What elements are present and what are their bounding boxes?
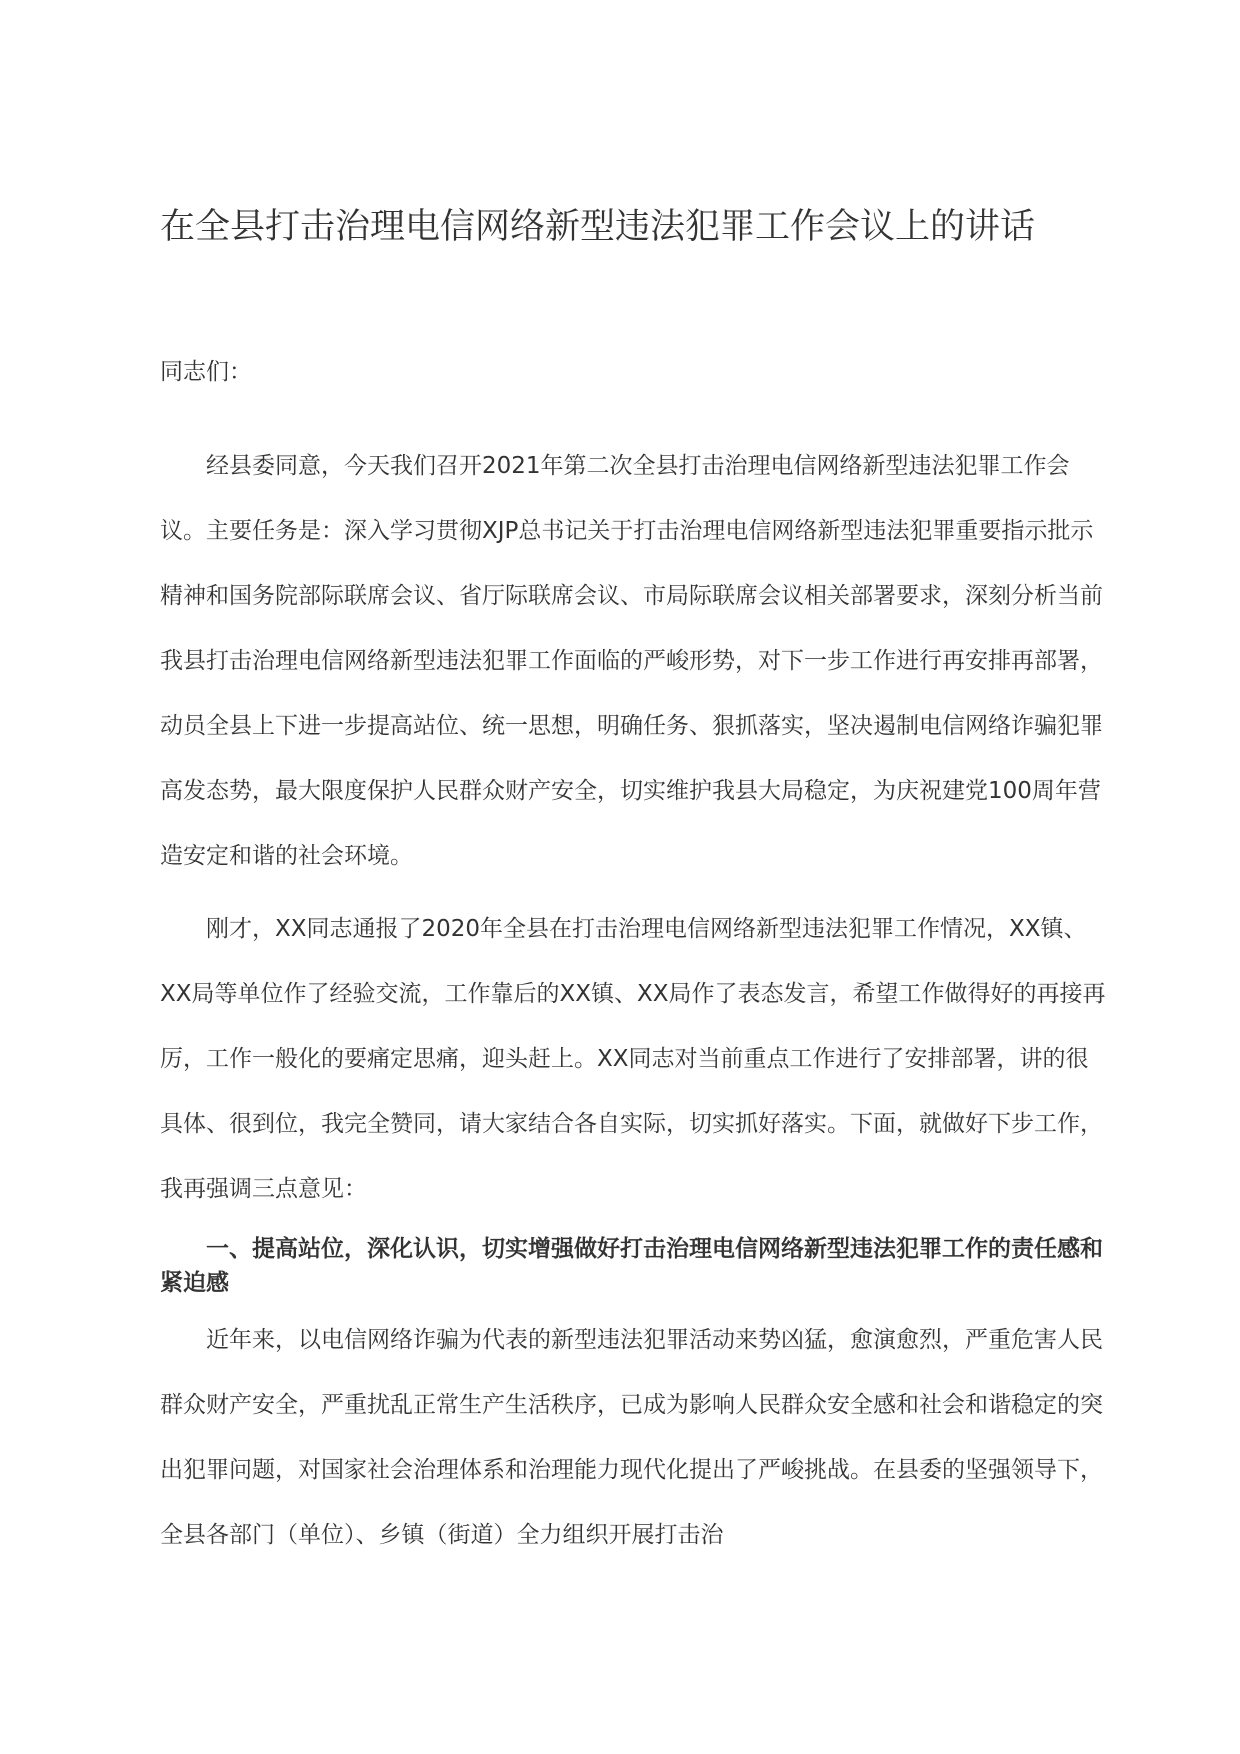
paragraph-review: 刚才，XX同志通报了2020年全县在打击治理电信网络新型违法犯罪工作情况，XX镇、XX局等单位作了经验交流，工作靠后的XX镇、XX局作了表态发言，希望工作做得好的再接再厉，工作一般化的要痛定思痛，迎头赶上。XX同志对当前重点工作进行了安排部署，讲的很具体、很到位，我完全赞同，请大家结合各自实际，切实抓好落实。下面，就做好下步工作，我再强调三点意见：	[160, 916, 1106, 1202]
section-heading-1: 一、提高站位，深化认识，切实增强做好打击治理电信网络新型违法犯罪工作的责任感和紧迫感	[160, 1236, 1103, 1296]
document-title: 在全县打击治理电信网络新型违法犯罪工作会议上的讲话	[160, 207, 1036, 247]
paragraph-section-1: 近年来，以电信网络诈骗为代表的新型违法犯罪活动来势凶猛，愈演愈烈，严重危害人民群众财产安全，严重扰乱正常生产生活秩序，已成为影响人民群众安全感和社会和谐稳定的突出犯罪问题，对国家社会治理体系和治理能力现代化提出了严峻挑战。在县委的坚强领导下，全县各部门（单位）、乡镇（街道）全力组织开展打击治	[160, 1327, 1103, 1548]
greeting: 同志们：	[160, 359, 252, 385]
document-page	[160, 0, 1106, 1754]
paragraph-opening: 经县委同意，今天我们召开2021年第二次全县打击治理电信网络新型违法犯罪工作会议。主要任务是：深入学习贯彻XJP总书记关于打击治理电信网络新型违法犯罪重要指示批示精神和国务院部际联席会议、省厅际联席会议、市局际联席会议相关部署要求，深刻分析当前我县打击治理电信网络新型违法犯罪工作面临的严峻形势，对下一步工作进行再安排再部署，动员全县上下进一步提高站位、统一思想，明确任务、狠抓落实，坚决遏制电信网络诈骗犯罪高发态势，最大限度保护人民群众财产安全，切实维护我县大局稳定，为庆祝建党100周年营造安定和谐的社会环境。	[160, 453, 1103, 869]
